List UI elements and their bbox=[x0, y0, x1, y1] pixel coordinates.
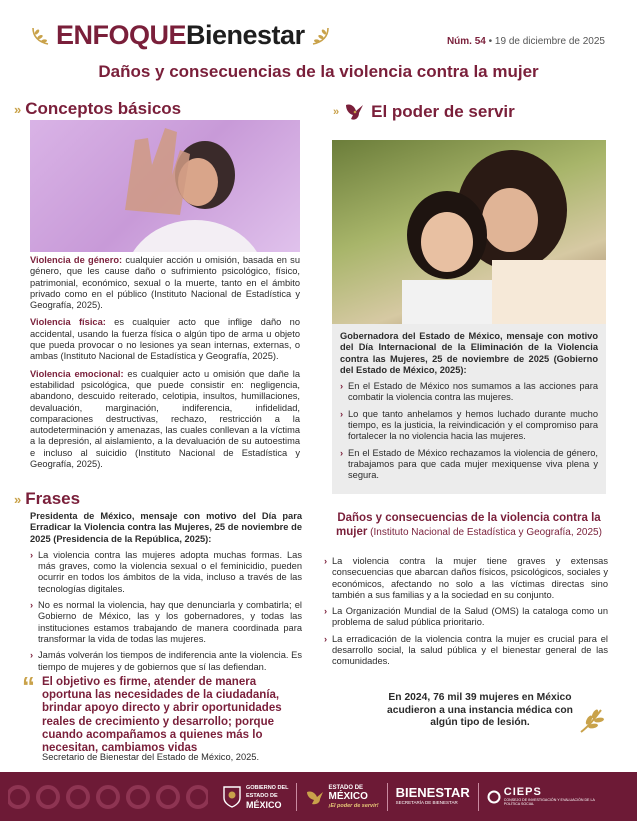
photo-illustration bbox=[30, 120, 300, 252]
bienestar-logo bbox=[396, 786, 470, 807]
publication-logo bbox=[30, 18, 331, 52]
coat-of-arms-icon bbox=[222, 785, 242, 809]
concept-text: es cualquier acto u omisión que dañe la estabilidad psicológica, que puede consistir en: negligencia, abandono, descuido reiterado, celotipia, insultos, humillaciones, devaluación, marginación, indiferencia, infidelidad, comparaciones destructivas, rechazo, restricción a la autodeterminación y amenazas, las cuales conllevan a la víctima a la depresión, al aislamiento, a la devaluación de su autoestima e incluso al suicidio (Instituto Nacional de Estadística y Geografía, 2025). bbox=[30, 368, 300, 470]
brand-part2: Bienestar bbox=[186, 19, 305, 50]
edomex-logo bbox=[305, 784, 378, 810]
frases-heading bbox=[14, 489, 80, 509]
concept-text: cualquier acción u omisión, basada en su género, que les cause daño o sufrimiento psicológico, físico, patrimonial, económico, sexual o la muerte, tanto en el ámbito privado como en el público (Instituto Nacional de Estadística y Geografía, 2025). bbox=[30, 255, 300, 311]
cieps-sub: CONSEJO DE INVESTIGACIÓN Y EVALUACIÓN DE LA POLÍTICA SOCIAL bbox=[503, 797, 595, 806]
list-item: › La erradicación de la violencia contra la mujer es crucial para el desarrollo social, la salud pública y el bienestar general de las comunidades. bbox=[324, 634, 608, 668]
list-item: › No es normal la violencia, hay que denunciarla y combatirla; el Gobierno de México, las y los gobernadores, y todas las instituciones estamos trabajando de manera coordinada para transformar la vida de todas las mujeres. bbox=[30, 600, 302, 645]
servir-heading-text: El poder de servir bbox=[371, 102, 515, 121]
gobernadora-box bbox=[332, 324, 606, 494]
issue-info bbox=[447, 36, 605, 47]
danos-block bbox=[324, 551, 608, 668]
concepts-list bbox=[30, 255, 300, 470]
chevron-icon: » bbox=[333, 106, 340, 118]
edomex-text bbox=[328, 784, 378, 810]
brand-part1: ENFOQUE bbox=[56, 19, 187, 50]
hummingbird-icon bbox=[343, 99, 367, 125]
footer-bar bbox=[0, 772, 637, 821]
cieps-circle-icon bbox=[487, 790, 501, 804]
list-item: › En el Estado de México rechazamos la violencia de género, trabajamos para que cada mujer mexiquense viva plena y segura. bbox=[340, 448, 598, 482]
highlight-text: En 2024, 76 mil 39 mujeres en México acudieron a una instancia médica con algún tipo de lesión. bbox=[387, 692, 573, 728]
list-item: › Lo que tanto anhelamos y hemos luchado durante mucho tiempo, es la justicia, la reivindicación y el compromiso para fortalecer la no violencia hacia las mujeres. bbox=[340, 409, 598, 443]
woman-defensive-photo bbox=[30, 120, 300, 252]
issue-number: Núm. 54 bbox=[446, 36, 486, 47]
concept-emocional bbox=[30, 369, 300, 471]
concept-term: Violencia emocional: bbox=[30, 368, 124, 379]
photo-illustration bbox=[332, 140, 606, 324]
concept-genero bbox=[30, 255, 300, 311]
laurel-branch-icon bbox=[575, 704, 607, 736]
cieps-name: CIEPS bbox=[503, 785, 542, 798]
danos-source: (Instituto Nacional de Estadística y Geografía, 2025) bbox=[367, 526, 602, 538]
concept-term: Violencia física: bbox=[30, 317, 106, 328]
laurel-right-icon bbox=[309, 24, 331, 46]
frases-list bbox=[30, 550, 302, 673]
edomex-slogan: ¡El poder de servir! bbox=[328, 802, 379, 809]
concept-text: es cualquier acto que inflige daño no accidental, usando la fuerza física o algún tipo de arma u objeto que pueda provocar o no lesiones ya sean internas, externas, o ambas (Instituto Nacional de Estadística y Geografía, 2025). bbox=[30, 317, 300, 362]
danos-title: Daños y consecuencias de la violencia contra la mujer bbox=[336, 512, 601, 538]
gobernadora-list bbox=[340, 381, 598, 481]
hummingbird-logo-icon bbox=[305, 787, 325, 807]
gobernadora-box-title: Gobernadora del Estado de México, mensaje con motivo del Día Internacional de la Eliminación de la Violencia contra las Mujeres, 25 de noviembre de 2025 (Gobierno del Estado de México, 2025): bbox=[340, 331, 598, 375]
danos-heading bbox=[332, 512, 606, 539]
gobierno-logo bbox=[222, 784, 288, 810]
chevron-icon: » bbox=[14, 491, 22, 507]
edomex-line2: MÉXICO bbox=[328, 790, 368, 802]
footer-pattern-icon bbox=[8, 777, 208, 817]
quote-author: Secretario de Bienestar del Estado de México, 2025. bbox=[42, 752, 260, 762]
gob-line3: MÉXICO bbox=[246, 799, 282, 810]
bienestar-sub: SECRETARÍA DE BIENESTAR bbox=[395, 800, 458, 805]
list-item: › La violencia contra la mujer tiene graves y extensas consecuencias que abarcan daños físicos, psicológicos, sociales y económicos, afectando no solo a las víctimas directas sino también a sus familias y a la sociedad en su conjunto. bbox=[324, 556, 608, 601]
laurel-left-icon bbox=[30, 24, 52, 46]
list-item: › En el Estado de México nos sumamos a las acciones para combatir la violencia contra las mujeres. bbox=[340, 381, 598, 404]
gob-line2: ESTADO DE bbox=[246, 792, 278, 799]
brand-name bbox=[56, 19, 305, 50]
servir-heading bbox=[333, 99, 515, 125]
footer-divider bbox=[478, 783, 479, 811]
page-title: Daños y consecuencias de la violencia contra la mujer bbox=[98, 62, 539, 81]
list-item: › Jamás volverán los tiempos de indiferencia ante la violencia. Es tiempo de mujeres y de gobiernos que sí las defiendan. bbox=[30, 650, 302, 673]
gobierno-text bbox=[246, 784, 288, 810]
footer-divider bbox=[296, 783, 297, 811]
edomex-line1: ESTADO DE bbox=[328, 784, 364, 791]
quote-mark-icon: “ bbox=[22, 671, 35, 701]
frases-block bbox=[30, 511, 302, 673]
quote-text: El objetivo es firme, atender de manera oportuna las necesidades de la ciudadanía, brindar apoyo directo y abrir oportunidades reales de crecimiento y desarrollo; porque cuando acompañamos a quienes más lo necesitan, cambiamos vidas bbox=[42, 676, 282, 755]
conceptos-heading bbox=[14, 99, 181, 119]
bienestar-name: BIENESTAR bbox=[395, 785, 470, 800]
chevron-icon: » bbox=[14, 101, 22, 117]
frases-heading-text: Frases bbox=[25, 489, 81, 508]
gob-line1: GOBIERNO DEL bbox=[246, 784, 289, 791]
cieps-logo bbox=[487, 787, 596, 807]
concept-term: Violencia de género: bbox=[30, 255, 123, 265]
list-item: › La Organización Mundial de la Salud (OMS) la cataloga como un problema de salud pública prioritario. bbox=[324, 606, 608, 629]
issue-date: • 19 de diciembre de 2025 bbox=[485, 36, 605, 47]
conceptos-heading-text: Conceptos básicos bbox=[25, 99, 182, 118]
mother-daughter-photo bbox=[332, 140, 606, 324]
concept-fisica bbox=[30, 317, 300, 362]
list-item: › La violencia contra las mujeres adopta muchas formas. Las más graves, como la violencia sexual o el feminicidio, pueden ocurrir en todos los ámbitos de la vida, incluso a través de las tecnologías digitales. bbox=[30, 550, 302, 595]
highlight-stat bbox=[380, 692, 580, 752]
danos-list bbox=[324, 556, 608, 668]
frases-intro: Presidenta de México, mensaje con motivo del Día para Erradicar la Violencia contra las Mujeres, 25 de noviembre de 2025 (Presidencia de la República, 2025): bbox=[30, 511, 302, 544]
cieps-text bbox=[504, 787, 596, 807]
footer-divider bbox=[387, 783, 388, 811]
